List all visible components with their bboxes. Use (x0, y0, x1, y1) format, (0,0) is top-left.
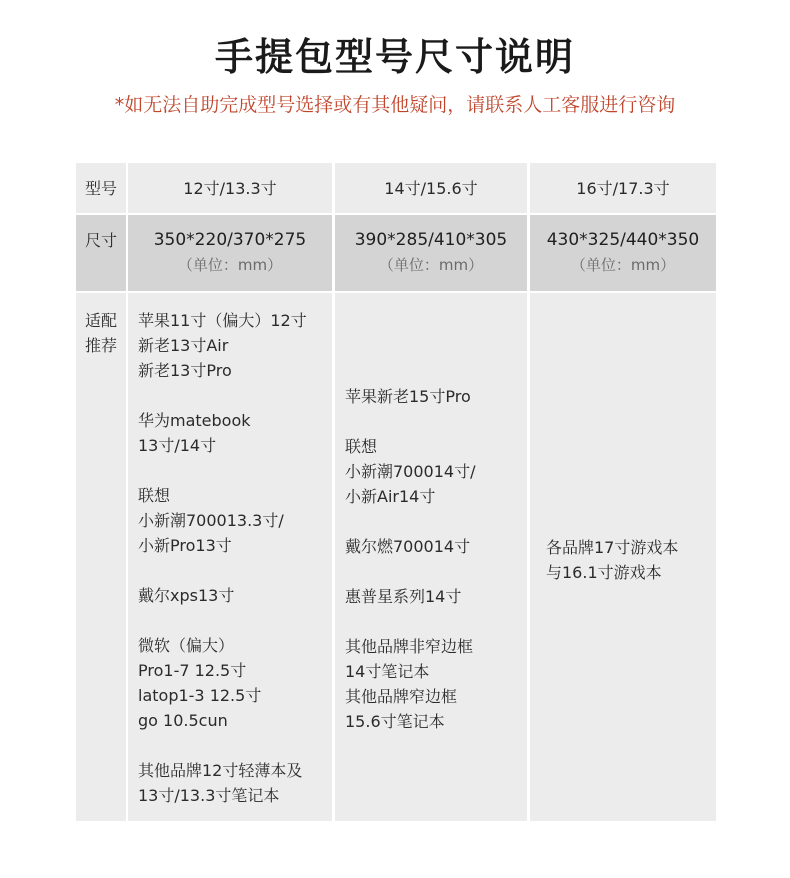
size-unit: （单位：mm） (177, 256, 283, 274)
fit-col-3 (530, 293, 716, 821)
size-col-3 (530, 215, 716, 291)
fit-col-2 (335, 293, 527, 821)
fit-line: 其他品牌12寸轻薄本及 (138, 761, 303, 780)
fit-line: 联想 (138, 486, 171, 505)
size-unit: （单位：mm） (570, 256, 676, 274)
row-label-size: 尺寸 (76, 215, 126, 291)
fit-col-1 (128, 293, 332, 821)
fit-line: 15.6寸笔记本 (345, 712, 445, 731)
row-label-fit-line2: 推荐 (84, 336, 117, 355)
size-value: 350*220/370*275 (153, 230, 307, 250)
fit-group (345, 634, 527, 734)
fit-group (138, 758, 332, 808)
fit-line: 新老13寸Pro (138, 361, 232, 380)
size-value: 430*325/440*350 (546, 230, 700, 250)
fit-line: 其他品牌窄边框 (345, 687, 458, 706)
fit-line: latop1-3 12.5寸 (138, 686, 262, 705)
fit-line: 13寸/14寸 (138, 436, 217, 455)
fit-line: 戴尔燃700014寸 (345, 537, 471, 556)
fit-group (138, 583, 332, 608)
fit-line: go 10.5cun (138, 711, 228, 730)
fit-line: 其他品牌非窄边框 (345, 637, 474, 656)
fit-line: 惠普星系列14寸 (345, 587, 462, 606)
size-col-2 (335, 215, 527, 291)
fit-group (138, 308, 332, 383)
fit-line: 小新Pro13寸 (138, 536, 232, 555)
fit-line: 苹果11寸（偏大）12寸 (138, 311, 307, 330)
row-label-model: 型号 (76, 163, 126, 213)
fit-line: 与16.1寸游戏本 (546, 563, 662, 582)
model-col-3: 16寸/17.3寸 (530, 163, 716, 213)
fit-group (138, 408, 332, 458)
fit-line: 戴尔xps13寸 (138, 586, 235, 605)
fit-line: 华为matebook (138, 411, 251, 430)
fit-line: 小新Air14寸 (345, 487, 436, 506)
fit-line: 苹果新老15寸Pro (345, 387, 471, 406)
fit-group (138, 633, 332, 733)
fit-line: 各品牌17寸游戏本 (546, 538, 679, 557)
fit-group (345, 534, 527, 559)
fit-line: Pro1-7 12.5寸 (138, 661, 247, 680)
fit-line: 新老13寸Air (138, 336, 229, 355)
fit-line: 14寸笔记本 (345, 662, 430, 681)
page-title: 手提包型号尺寸说明 (214, 35, 575, 79)
row-label-fit (76, 293, 126, 821)
fit-line: 小新潮700014寸/ (345, 462, 476, 481)
size-col-1 (128, 215, 332, 291)
size-table (76, 163, 716, 821)
fit-line: 微软（偏大） (138, 636, 235, 655)
support-notice: *如无法自助完成型号选择或有其他疑问，请联系人工客服进行咨询 (114, 94, 676, 116)
fit-line: 联想 (345, 437, 378, 456)
fit-group (345, 584, 527, 609)
model-col-2: 14寸/15.6寸 (335, 163, 527, 213)
size-value: 390*285/410*305 (354, 230, 508, 250)
model-col-1: 12寸/13.3寸 (128, 163, 332, 213)
row-label-fit-line1: 适配 (84, 311, 117, 330)
fit-group (546, 535, 716, 585)
fit-group (345, 434, 527, 509)
size-unit: （单位：mm） (378, 256, 484, 274)
fit-group (138, 483, 332, 558)
fit-line: 小新潮700013.3寸/ (138, 511, 284, 530)
fit-line: 13寸/13.3寸笔记本 (138, 786, 280, 805)
fit-group (345, 384, 527, 409)
